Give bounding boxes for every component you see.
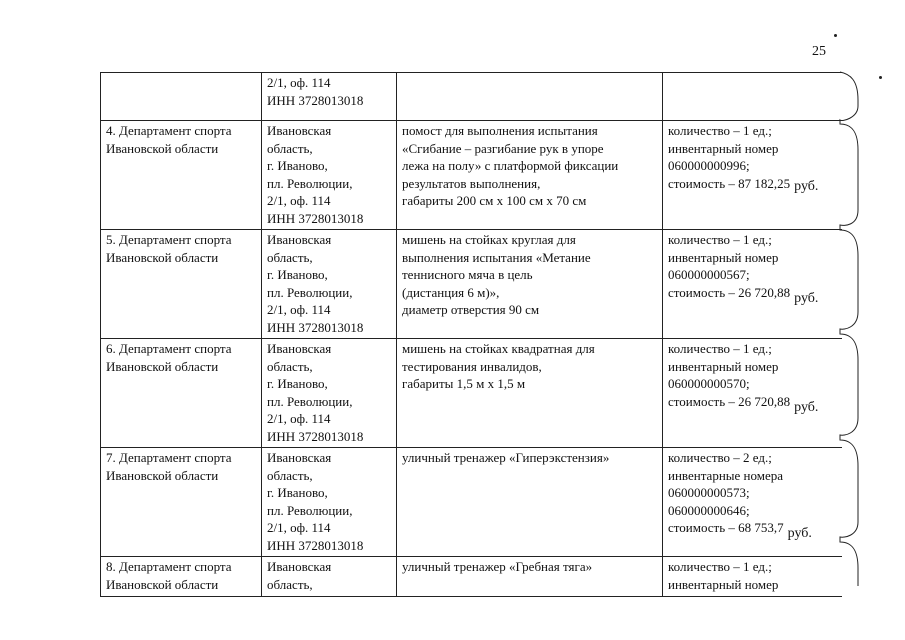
currency-label: руб. xyxy=(794,178,819,194)
address-cell: Ивановская область, г. Иваново, пл. Революции, 2/1, оф. 114 ИНН 3728013018 xyxy=(262,230,397,339)
address-cell: Ивановская область, г. Иваново, пл. Революции, 2/1, оф. 114 ИНН 3728013018 xyxy=(262,339,397,448)
address-cell: Ивановская область, г. Иваново, пл. Революции, 2/1, оф. 114 ИНН 3728013018 xyxy=(262,448,397,557)
table-row xyxy=(101,230,842,339)
details-cell xyxy=(663,339,842,448)
details-text: количество – 1 ед.; инвентарный номер xyxy=(668,559,779,592)
department-cell: 6. Департамент спорта Ивановской области xyxy=(101,339,262,448)
address-cell: Ивановская область, г. Иваново, пл. Революции, 2/1, оф. 114 ИНН 3728013018 xyxy=(262,121,397,230)
details-text: количество – 2 ед.; инвентарные номера 060000000573; 060000000646; xyxy=(668,450,784,518)
scan-speck xyxy=(834,34,837,37)
item-cell xyxy=(397,73,663,121)
table-row xyxy=(101,557,842,597)
cost-text: стоимость – 87 182,25 xyxy=(668,175,791,191)
address-cell: Ивановская область, xyxy=(262,557,397,597)
details-cell xyxy=(663,230,842,339)
details-text: количество – 1 ед.; инвентарный номер 060000000567; xyxy=(668,232,779,282)
details-text: количество – 1 ед.; инвентарный номер 060000000570; xyxy=(668,341,779,391)
details-cell xyxy=(663,73,842,121)
scan-speck xyxy=(879,76,882,79)
cost-line xyxy=(668,175,819,194)
item-cell: мишень на стойках квадратная для тестирования инвалидов, габариты 1,5 м х 1,5 м xyxy=(397,339,663,448)
cost-text: стоимость – 26 720,88 xyxy=(668,284,791,300)
department-cell: 4. Департамент спорта Ивановской области xyxy=(101,121,262,230)
currency-label: руб. xyxy=(794,290,819,306)
item-cell: уличный тренажер «Гребная тяга» xyxy=(397,557,663,597)
cost-line xyxy=(668,520,812,541)
item-cell: помост для выполнения испытания «Сгибание – разгибание рук в упоре лежа на полу» с платформой фиксации результатов выполнения, габариты 200 см х 100 см х 70 см xyxy=(397,121,663,230)
table-row xyxy=(101,121,842,230)
currency-label: руб. xyxy=(794,399,819,415)
table-row xyxy=(101,73,842,121)
cost-line xyxy=(668,393,819,415)
cost-text: стоимость – 68 753,7 xyxy=(668,520,784,535)
department-cell: 7. Департамент спорта Ивановской области xyxy=(101,448,262,557)
table-row xyxy=(101,448,842,557)
item-cell: мишень на стойках круглая для выполнения испытания «Метание теннисного мяча в цель (дистанция 6 м)», диаметр отверстия 90 см xyxy=(397,230,663,339)
cost-line xyxy=(668,284,819,306)
currency-label: руб. xyxy=(787,526,812,541)
page-number: 25 xyxy=(812,44,826,59)
table-right-edge xyxy=(830,60,870,590)
address-cell: 2/1, оф. 114 ИНН 3728013018 xyxy=(262,73,397,121)
table-row xyxy=(101,339,842,448)
details-cell xyxy=(663,121,842,230)
cost-line xyxy=(668,75,672,90)
property-table xyxy=(100,72,842,597)
details-cell xyxy=(663,557,842,597)
department-cell: 5. Департамент спорта Ивановской области xyxy=(101,230,262,339)
cost-text: стоимость – 26 720,88 xyxy=(668,393,791,409)
details-text: количество – 1 ед.; инвентарный номер 060000000996; xyxy=(668,123,779,173)
department-cell: 8. Департамент спорта Ивановской области xyxy=(101,557,262,597)
details-cell xyxy=(663,448,842,557)
item-cell: уличный тренажер «Гиперэкстензия» xyxy=(397,448,663,557)
department-cell xyxy=(101,73,262,121)
